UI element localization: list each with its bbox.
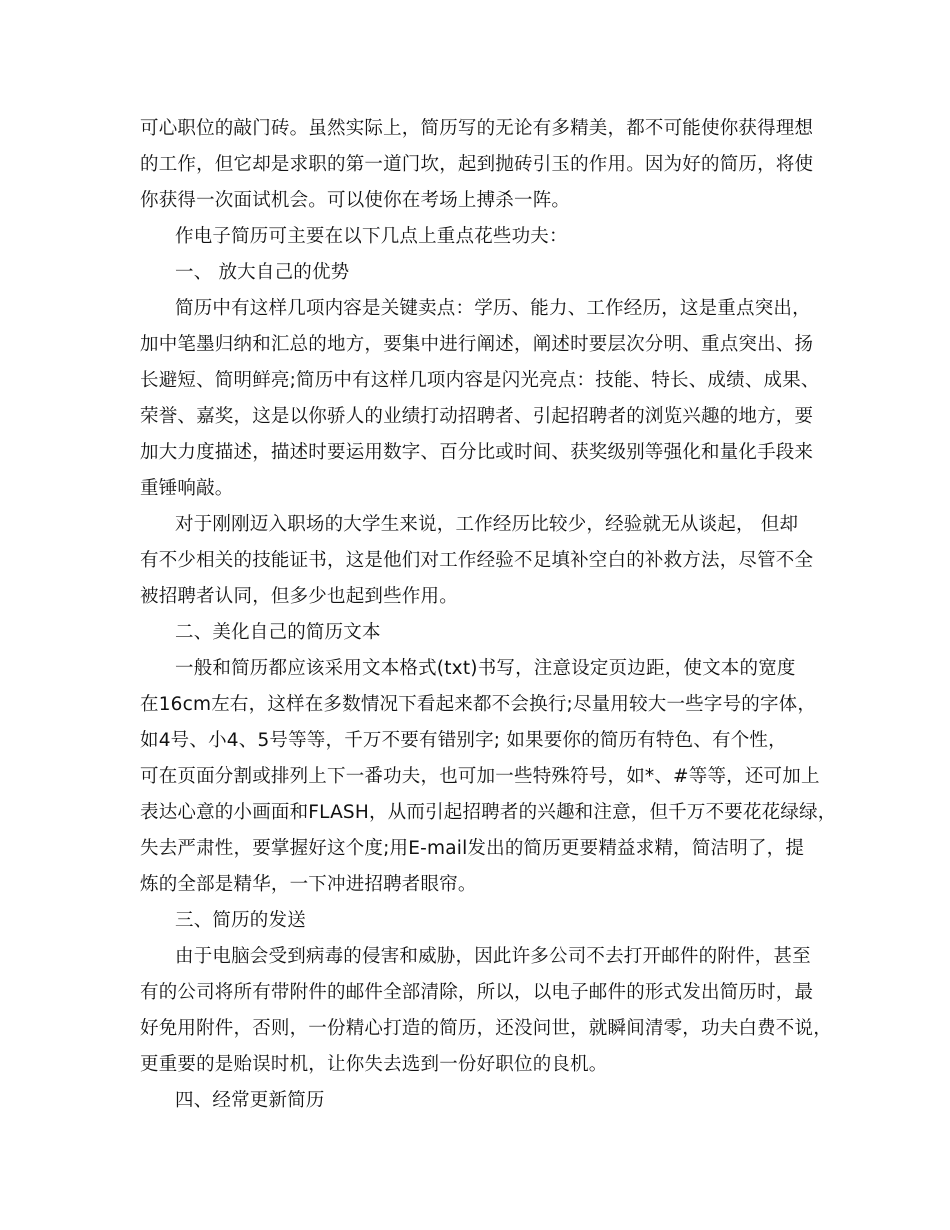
text-line: 表达心意的小画面和FLASH，从而引起招聘者的兴趣和注意，但千万不要花花绿绿， [140, 802, 837, 823]
text-line: 你获得一次面试机会。可以使你在考场上搏杀一阵。 [140, 190, 571, 211]
text-line: 加中笔墨归纳和汇总的地方，要集中进行阐述，阐述时要层次分明、重点突出、扬 [140, 334, 814, 355]
text-line: 更重要的是贻误时机，让你失去选到一份好职位的良机。 [140, 1054, 608, 1075]
text-line: 失去严肃性，要掌握好这个度;用E-mail发出的简历更要精益求精，简洁明了，提 [140, 838, 805, 859]
paragraph-line: 对于刚刚迈入职场的大学生来说，工作经历比较少，经验就无从谈起， 但却 [175, 514, 799, 535]
paragraph-line: 由于电脑会受到病毒的侵害和威胁，因此许多公司不去打开邮件的附件，甚至 [175, 946, 811, 967]
text-line: 有不少相关的技能证书，这是他们对工作经验不足填补空白的补救方法，尽管不全 [140, 550, 814, 571]
section-heading: 二、美化自己的简历文本 [175, 622, 381, 643]
text-line: 好免用附件，否则，一份精心打造的简历，还没问世，就瞬间清零，功夫白费不说， [140, 1018, 832, 1039]
section-heading: 四、经常更新简历 [175, 1090, 325, 1111]
text-line: 在16cm左右，这样在多数情况下看起来都不会换行;尽量用较大一些字号的字体， [140, 694, 817, 715]
section-heading: 三、简历的发送 [175, 910, 306, 931]
text-line: 的工作，但它却是求职的第一道门坎，起到抛砖引玉的作用。因为好的简历，将使 [140, 154, 814, 175]
text-line: 可在页面分割或排列上下一番功夫，也可加一些特殊符号，如*、#等等，还可加上 [140, 766, 820, 787]
text-line: 炼的全部是精华，一下冲进招聘者眼帘。 [140, 874, 477, 895]
text-line: 可心职位的敲门砖。虽然实际上，简历写的无论有多精美，都不可能使你获得理想 [140, 118, 814, 139]
text-line: 有的公司将所有带附件的邮件全部清除，所以，以电子邮件的形式发出简历时，最 [140, 982, 814, 1003]
paragraph-line: 简历中有这样几项内容是关键卖点：学历、能力、工作经历，这是重点突出， [175, 298, 811, 319]
section-heading: 一、 放大自己的优势 [175, 262, 350, 283]
text-line: 如4号、小4、5号等等，千万不要有错别字; 如果要你的简历有特色、有个性， [140, 730, 787, 751]
text-line: 被招聘者认同，但多少也起到些作用。 [140, 586, 458, 607]
text-line: 重锤响敲。 [140, 478, 234, 499]
text-line: 长避短、简明鲜亮;简历中有这样几项内容是闪光亮点：技能、特长、成绩、成果、 [140, 370, 820, 391]
paragraph-line: 作电子简历可主要在以下几点上重点花些功夫： [175, 226, 568, 247]
text-line: 荣誉、嘉奖，这是以你骄人的业绩打动招聘者、引起招聘者的浏览兴趣的地方，要 [140, 406, 814, 427]
text-line: 加大力度描述，描述时要运用数字、百分比或时间、获奖级别等强化和量化手段来 [140, 442, 814, 463]
paragraph-line: 一般和简历都应该采用文本格式(txt)书写，注意设定页边距，使文本的宽度 [175, 658, 796, 679]
